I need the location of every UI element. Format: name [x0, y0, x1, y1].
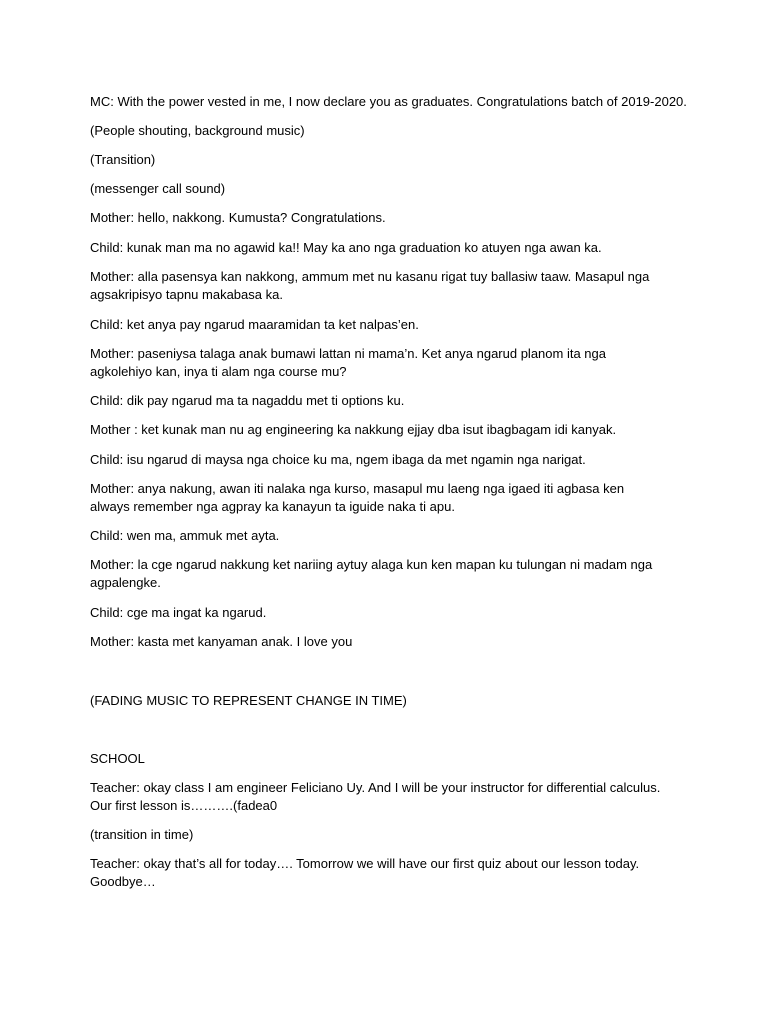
script-line-mc-declaration: MC: With the power vested in me, I now declare you as graduates. Congratulations batch of 2019-2020. — [90, 94, 687, 109]
script-line-teacher: Teacher: okay class I am engineer Feliciano Uy. And I will be your instructor for differential calculus. Our first lesson is……….(fadea0 — [90, 780, 661, 813]
script-line-mother: Mother: paseniysa talaga anak bumawi lattan ni mama’n. Ket anya ngarud planom ita nga agkolehiyo kan, inya ti alam nga course mu? — [90, 346, 606, 379]
script-scene-heading: SCHOOL — [90, 751, 145, 766]
script-line-child: Child: ket anya pay ngarud maaramidan ta ket nalpas’en. — [90, 317, 419, 332]
script-line-mother: Mother: hello, nakkong. Kumusta? Congratulations. — [90, 210, 386, 225]
script-line-child: Child: kunak man ma no agawid ka!! May ka ano nga graduation ko atuyen nga awan ka. — [90, 240, 602, 255]
script-line-mother: Mother : ket kunak man nu ag engineering ka nakkung ejjay dba isut ibagbagam idi kanyak. — [90, 422, 617, 437]
script-line-child: Child: wen ma, ammuk met ayta. — [90, 528, 280, 543]
script-line-mother: Mother: kasta met kanyaman anak. I love you — [90, 634, 353, 649]
script-line-scene-note: (FADING MUSIC TO REPRESENT CHANGE IN TIME) — [90, 693, 407, 708]
script-line-stage-direction: (transition in time) — [90, 827, 194, 842]
script-line-teacher: Teacher: okay that’s all for today…. Tomorrow we will have our first quiz about our lesson today. Goodbye… — [90, 856, 640, 889]
script-line-mother: Mother: anya nakung, awan iti nalaka nga kurso, masapul mu laeng nga igaed iti agbasa ken always remember nga agpray ka kanayun ta iguide naka ti apu. — [90, 481, 625, 514]
script-line-stage-direction: (messenger call sound) — [90, 181, 226, 196]
script-line-stage-direction: (Transition) — [90, 152, 156, 167]
script-line-stage-direction: (People shouting, background music) — [90, 123, 305, 138]
script-line-mother: Mother: alla pasensya kan nakkong, ammum met nu kasanu rigat tuy ballasiw taaw. Masapul nga agsakripisyo tapnu makabasa ka. — [90, 269, 650, 302]
script-line-mother: Mother: la cge ngarud nakkung ket nariing aytuy alaga kun ken mapan ku tulungan ni madam nga agpalengke. — [90, 557, 653, 590]
script-line-child: Child: cge ma ingat ka ngarud. — [90, 605, 267, 620]
script-line-child: Child: isu ngarud di maysa nga choice ku ma, ngem ibaga da met ngamin nga narigat. — [90, 452, 586, 467]
script-line-child: Child: dik pay ngarud ma ta nagaddu met ti options ku. — [90, 393, 405, 408]
